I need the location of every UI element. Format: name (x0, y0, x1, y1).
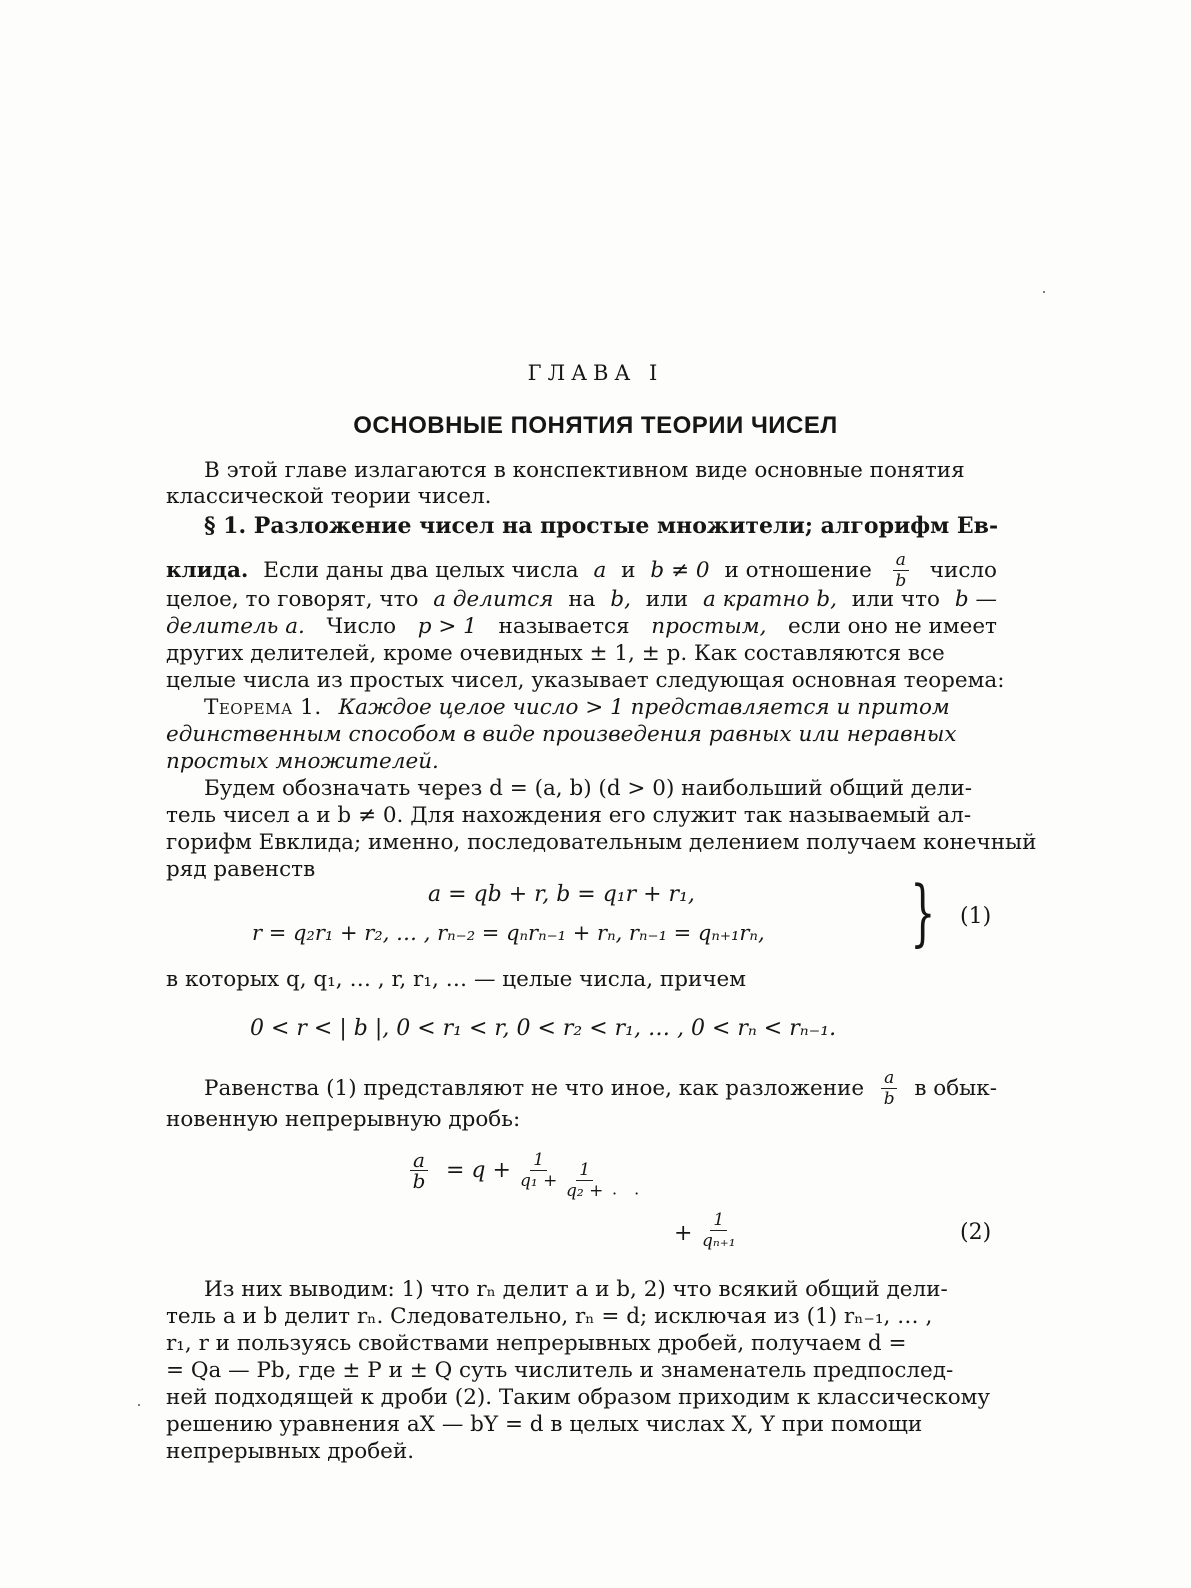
var-a: a (593, 557, 607, 583)
eq2-frac-level-1: $\frac{1}{\text{q₁ +}}$ (520, 1150, 558, 1191)
gcd-line-3: горифм Евклида; именно, последовательным делением получаем конечный (166, 830, 1037, 855)
term-multiple: a кратно b, (702, 587, 837, 612)
conclusion-line-2: тель a и b делит rₙ. Следовательно, rₙ = d; исключая из (1) rₙ₋₁, … , (166, 1304, 933, 1329)
text-fragment: и отношение (724, 557, 872, 583)
text-fragment: целое, то говорят, что (166, 587, 419, 612)
conclusion-line-6: решению уравнения aX — bY = d в целых числах X, Y при помощи (166, 1412, 923, 1437)
gcd-line-1: Будем обозначать через d = (a, b) (d > 0) наибольший общий дели- (204, 776, 972, 801)
eq2-frac-last: $\frac{1}{\text{qₙ₊₁}}$ (702, 1210, 736, 1251)
text-fragment: Если даны два целых числа (263, 557, 579, 583)
contfrac-line-2: новенную непрерывную дробь: (166, 1107, 521, 1132)
eq2-q-plus: = q + (446, 1158, 511, 1183)
inequality-chain: 0 < r < | b |, 0 < r₁ < r, 0 < r₂ < r₁, … , 0 < rₙ < rₙ₋₁. (250, 1016, 837, 1041)
section-line-3 (166, 587, 997, 613)
intro-line-2: классической теории чисел. (166, 484, 492, 509)
scan-speck (1043, 291, 1045, 293)
eq2-frac-level-2: $\frac{1}{\text{q₂ +}}$ (566, 1160, 604, 1201)
section-heading: § 1. Разложение чисел на простые множители; алгорифм Ев- (204, 513, 999, 539)
chapter-title: ОСНОВНЫЕ ПОНЯТИЯ ТЕОРИИ ЧИСЕЛ (353, 412, 838, 439)
text-fragment: в обык- (914, 1075, 997, 1101)
section-line-5: других делителей, кроме очевидных ± 1, ± p. Как составляются все (166, 641, 945, 666)
theorem-label: Теорема 1. (204, 695, 322, 720)
text-fragment: и (621, 557, 636, 583)
text-fragment: если оно не имеет (788, 614, 997, 639)
text-fragment: называется (498, 614, 630, 639)
section-line-2 (166, 550, 997, 591)
condition-b-nonzero: b ≠ 0 (650, 557, 710, 583)
condition-p: p > 1 (417, 614, 477, 639)
text-fragment: на (568, 587, 596, 612)
theorem-line-3: простых множителей. (166, 749, 439, 774)
theorem-line-2: единственным способом в виде произведения равных или неравных (166, 722, 957, 747)
equation-1-row-2: r = q₂r₁ + r₂, … , rₙ₋₂ = qₙrₙ₋₁ + rₙ, rₙ₋₁ = qₙ₊₁rₙ, (252, 921, 765, 945)
eq2-lhs-fraction: $\frac{a}{b}$ (410, 1150, 428, 1191)
conclusion-line-5: ней подходящей к дроби (2). Таким образом приходим к классическому (166, 1385, 991, 1410)
section-line-4 (166, 614, 997, 640)
gcd-line-4: ряд равенств (166, 857, 316, 882)
equation-2-number: (2) (960, 1220, 992, 1245)
chapter-label: ГЛАВА I (527, 361, 664, 385)
conclusion-line-4: = Qa — Pb, где ± P и ± Q суть числитель и знаменатель предпослед- (166, 1358, 954, 1383)
conclusion-line-7: непрерывных дробей. (166, 1439, 415, 1464)
term-divisor: делитель a. (166, 614, 305, 639)
conclusion-line-3: r₁, r и пользуясь свойствами непрерывных дробей, получаем d = (166, 1331, 907, 1356)
section-line-6: целые числа из простых чисел, указывает следующая основная теорема: (166, 668, 1005, 693)
conclusion-line-1: Из них выводим: 1) что rₙ делит a и b, 2) что всякий общий дели- (204, 1277, 948, 1302)
text-fragment: число (929, 557, 997, 583)
theorem-text: Каждое целое число > 1 представляется и притом (338, 695, 950, 720)
text-fragment: Равенства (1) представляют не что иное, как разложение (204, 1075, 865, 1101)
fraction-a-over-b: $\frac{a}{b}$ (893, 550, 909, 591)
equation-1-brace: } (910, 870, 936, 954)
section-heading-cont: клида. (166, 557, 249, 583)
intro-line-1: В этой главе излагаются в конспективном виде основные понятия (204, 458, 965, 483)
eq2-dots: · · (612, 1184, 646, 1203)
after-eq1-line: в которых q, q₁, … , r, r₁, … — целые числа, причем (166, 967, 746, 992)
text-fragment: Число (326, 614, 397, 639)
text-fragment: или (645, 587, 689, 612)
scan-speck (138, 1404, 140, 1406)
term-prime: простым, (651, 614, 767, 639)
intro-paragraph (0, 458, 1191, 484)
fraction-a-over-b: $\frac{a}{b}$ (881, 1068, 897, 1109)
term-divisible: a делится (433, 587, 554, 612)
gcd-line-2: тель чисел a и b ≠ 0. Для нахождения его служит так называемый ал- (166, 803, 972, 828)
var-b: b, (610, 587, 631, 612)
eq2-plus: + (674, 1221, 693, 1246)
contfrac-line-1 (204, 1068, 997, 1109)
text-fragment: или что (851, 587, 940, 612)
equation-1-row-1: a = qb + r, b = q₁r + r₁, (428, 882, 695, 907)
equation-1-number: (1) (960, 904, 992, 929)
theorem-line-1 (204, 695, 1191, 721)
var-b: b — (954, 587, 997, 612)
